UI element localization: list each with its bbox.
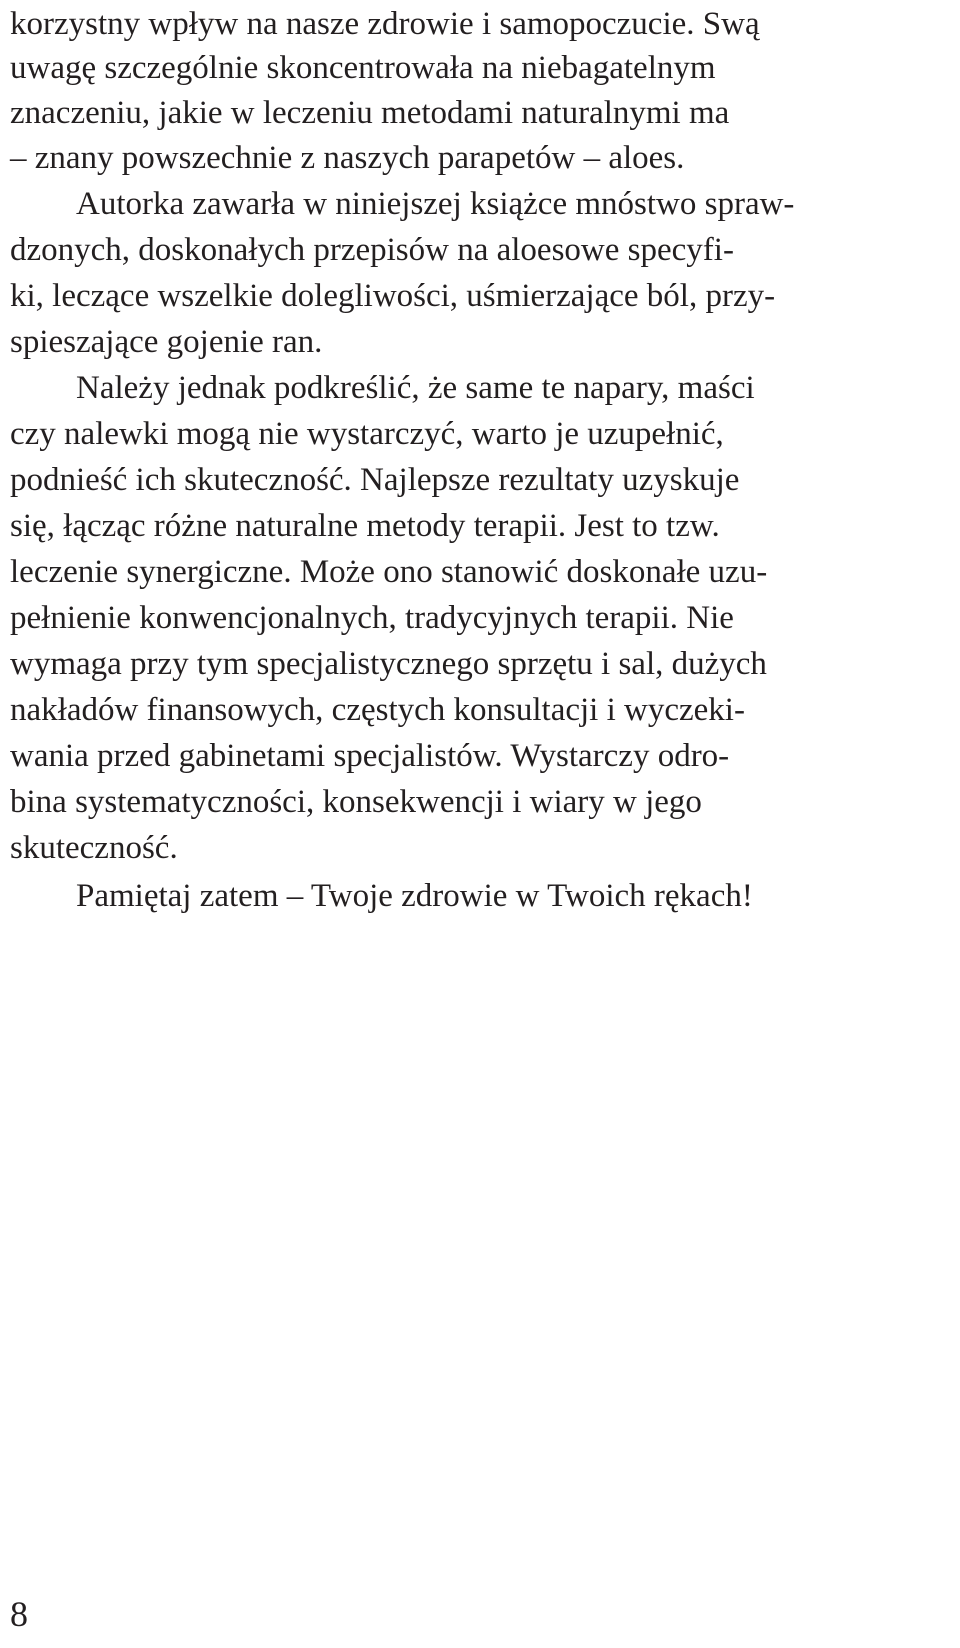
text-line: leczenie synergiczne. Może ono stanowić doskonałe uzu- — [10, 554, 768, 590]
document-page — [10, 0, 950, 1648]
text-line: znaczeniu, jakie w leczeniu metodami naturalnymi ma — [10, 95, 730, 131]
text-line: – znany powszechnie z naszych parapetów – aloes. — [10, 140, 685, 176]
text-line: wymaga przy tym specjalistycznego sprzętu i sal, dużych — [10, 646, 767, 682]
paragraph-start-line: Autorka zawarła w niniejszej książce mnóstwo spraw- — [76, 186, 795, 222]
text-line: skuteczność. — [10, 830, 178, 866]
text-line: pełnienie konwencjonalnych, tradycyjnych terapii. Nie — [10, 600, 734, 636]
text-line: wania przed gabinetami specjalistów. Wystarczy odro- — [10, 738, 730, 774]
text-line: czy nalewki mogą nie wystarczyć, warto je uzupełnić, — [10, 416, 724, 452]
page-number: 8 — [10, 1594, 28, 1634]
text-line: podnieść ich skuteczność. Najlepsze rezultaty uzyskuje — [10, 462, 740, 498]
text-line: spieszające gojenie ran. — [10, 324, 323, 360]
text-line: ki, leczące wszelkie dolegliwości, uśmierzające ból, przy- — [10, 278, 776, 314]
text-line: nakładów finansowych, częstych konsultacji i wyczeki- — [10, 692, 745, 728]
text-line: się, łącząc różne naturalne metody terapii. Jest to tzw. — [10, 508, 720, 544]
text-line: dzonych, doskonałych przepisów na aloesowe specyfi- — [10, 232, 734, 268]
text-line: korzystny wpływ na nasze zdrowie i samopoczucie. Swą — [10, 6, 760, 42]
paragraph-start-line: Należy jednak podkreślić, że same te napary, maści — [76, 370, 755, 406]
text-line: bina systematyczności, konsekwencji i wiary w jego — [10, 784, 702, 820]
text-line: uwagę szczególnie skoncentrowała na niebagatelnym — [10, 50, 716, 86]
closing-line: Pamiętaj zatem – Twoje zdrowie w Twoich rękach! — [76, 878, 753, 914]
